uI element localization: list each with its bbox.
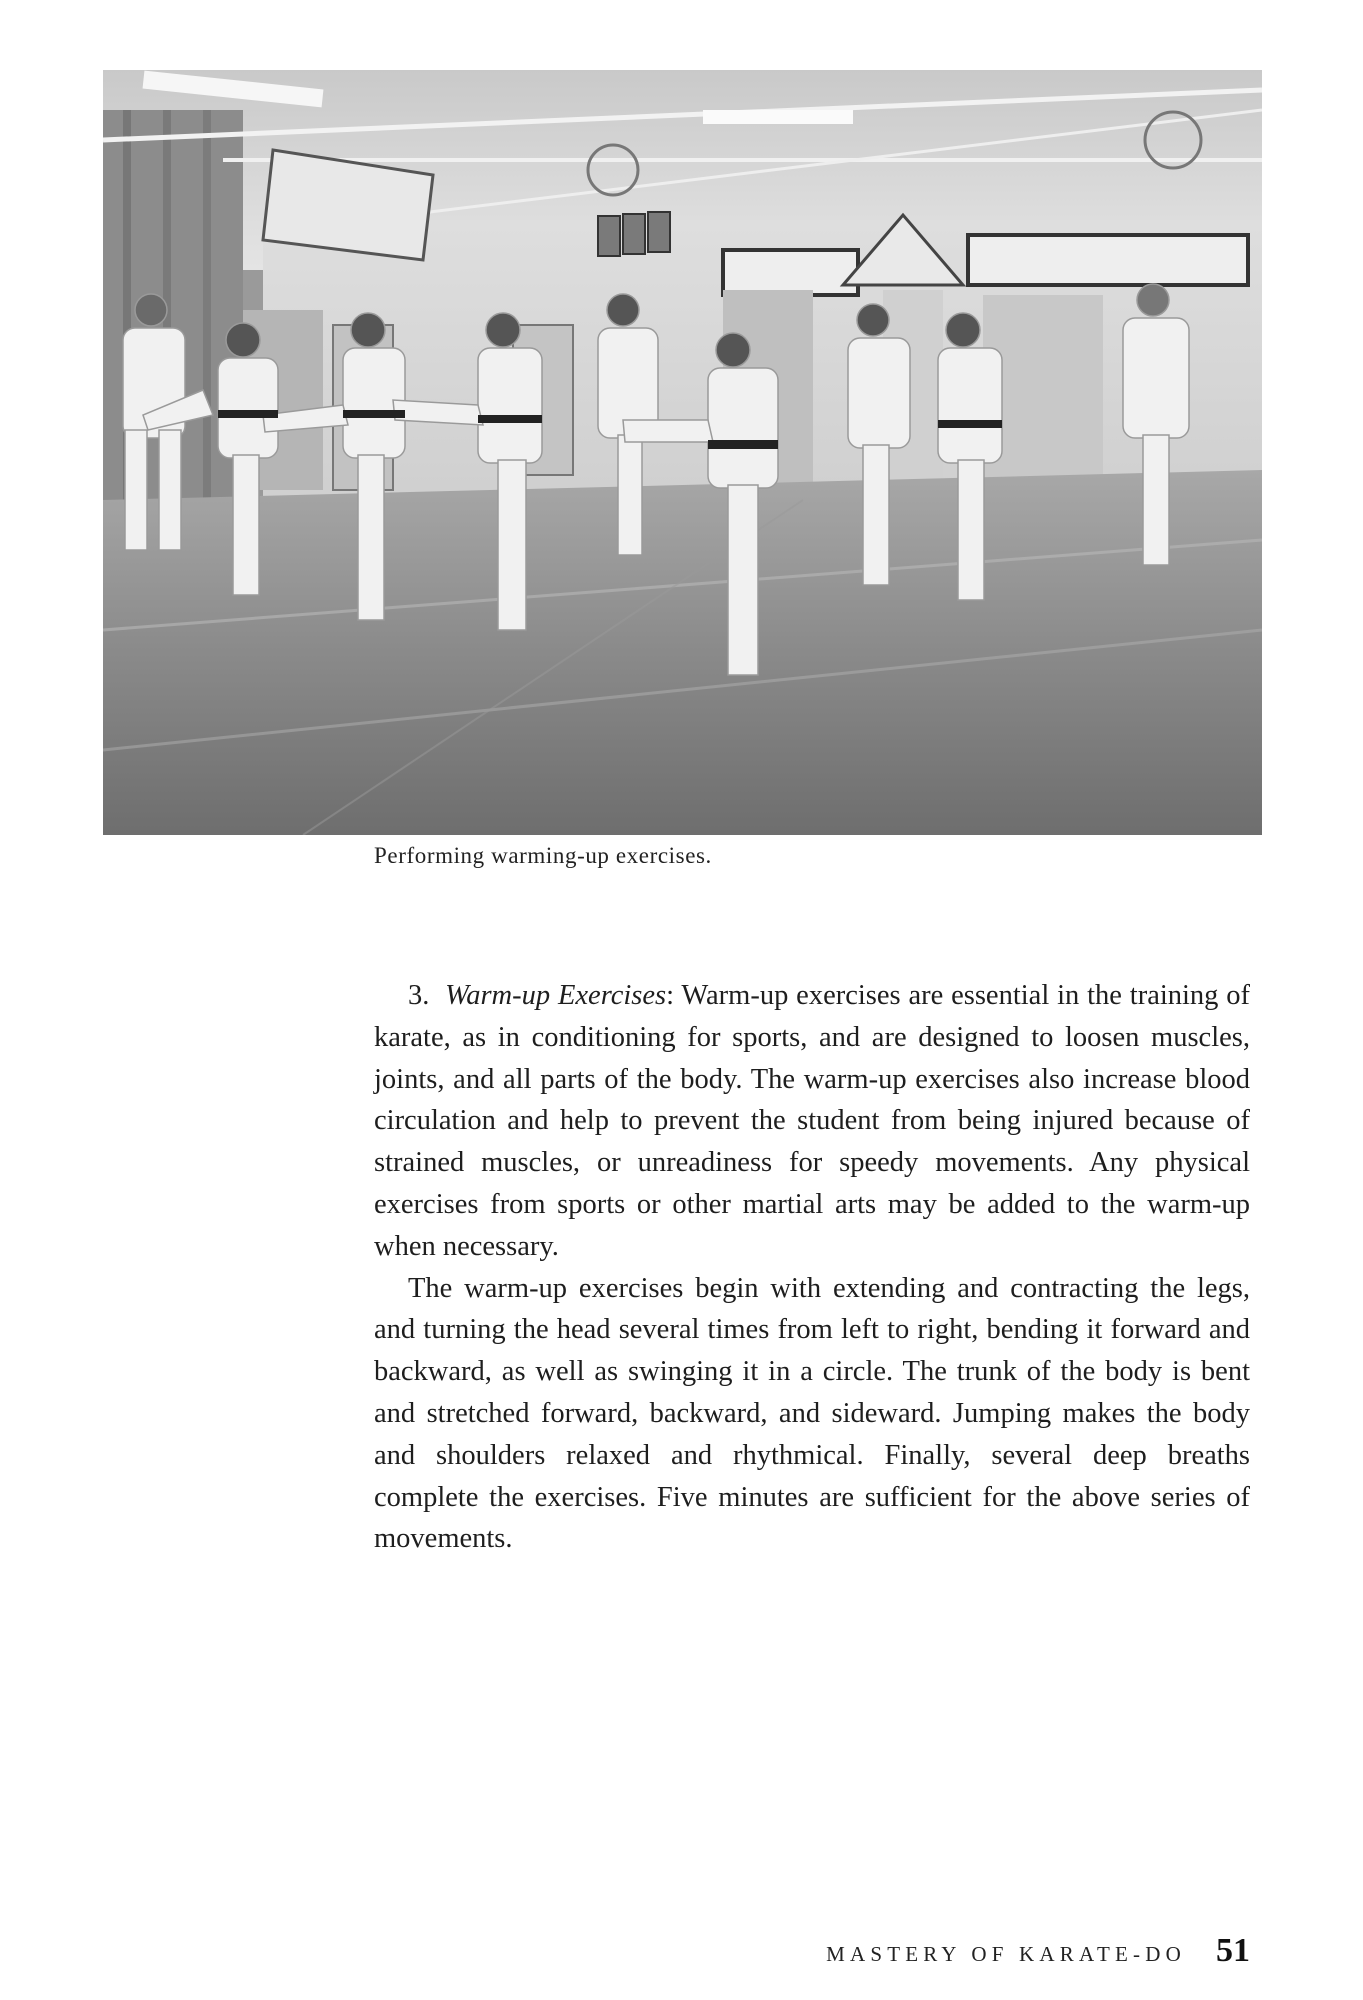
page-footer [826, 1932, 1250, 1970]
page-number: 51 [1216, 1932, 1250, 1969]
section-heading: Warm-up Exercises [445, 980, 667, 1011]
paragraph-1 [374, 975, 1250, 1268]
body-text [374, 975, 1250, 1560]
paragraph-1-text: Warm-up exercises are essential in the training of karate, as in conditioning for sports, and are designed to loosen muscles, joints, and all parts of the body. The warm-up exercises also increase blood circulation and help to prevent the student from being injured because of strained muscles, or unreadiness for speedy movements. Any physical exercises from sports or other martial arts may be added to the warm-up when necessary. [374, 980, 1251, 1262]
photo-caption: Performing warming-up exercises. [374, 843, 712, 868]
dojo-photo-illustration [103, 70, 1262, 835]
section-number: 3. [408, 980, 430, 1011]
paragraph-2: The warm-up exercises begin with extending and contracting the legs, and turning the head several times from left to right, bending it forward and backward, as well as swinging it in a circle. The trunk of the body is bent and stretched forward, backward, and sideward. Jumping makes the body and shoulders relaxed and rhythmical. Finally, several deep breaths complete the exercises. Five minutes are sufficient for the above series of movements. [374, 1272, 1250, 1555]
running-title: MASTERY OF KARATE-DO [826, 1942, 1186, 1966]
section-heading-punct: : [666, 980, 675, 1011]
dojo-photo [103, 70, 1262, 835]
